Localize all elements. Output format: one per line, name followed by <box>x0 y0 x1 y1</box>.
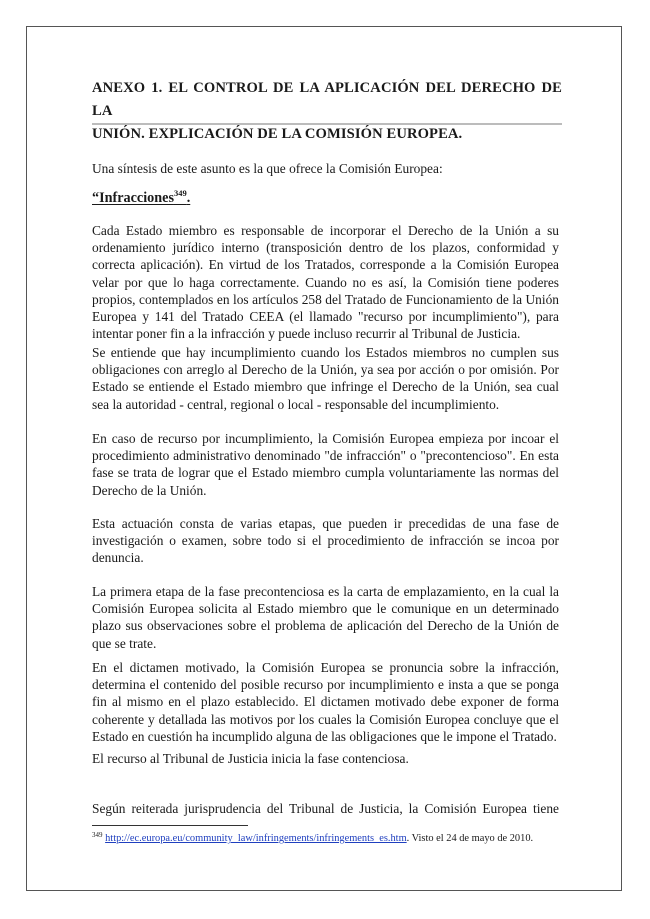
annex-title <box>92 77 562 146</box>
footnote-link[interactable]: http://ec.europa.eu/community_law/infringements/infringements_es.htm <box>105 833 407 844</box>
paragraph-5: La primera etapa de la fase precontenciosa es la carta de emplazamiento, en la cual la Comisión Europea solicita al Estado miembro que le comunique en un determinado plazo sus observaciones sobre el problema de aplicación del Derecho de la Unión de que se trate. <box>92 584 559 651</box>
title-divider <box>92 123 562 125</box>
paragraph-1: Cada Estado miembro es responsable de incorporar el Derecho de la Unión a su ordenamiento jurídico interno (transposición dentro de los plazos, conformidad y correcta aplicación). En virtud de los Tratados, corresponde a la Comisión Europea velar por que lo haga correctamente. Cuando no es así, la Comisión tiene poderes propios, contemplados en los artículos 258 del Tratado de Funcionamiento de la Unión Europea y 141 del Tratado CEEA (el llamado "recurso por incumplimiento"), para intentar poner fin a la infracción y puede incluso recurrir al Tribunal de Justicia. <box>92 223 559 342</box>
annex-title-line-2: UNIÓN. EXPLICACIÓN DE LA COMISIÓN EUROPEA. <box>92 126 463 142</box>
footnote-divider <box>92 825 248 826</box>
section-heading-text: “Infracciones <box>92 190 174 206</box>
annex-title-line-1: ANEXO 1. EL CONTROL DE LA APLICACIÓN DEL DERECHO DE LA <box>92 80 562 119</box>
paragraph-4: Esta actuación consta de varias etapas, que pueden ir precedidas de una fase de investigación o examen, sobre todo si el procedimiento de infracción se incoa por denuncia. <box>92 516 559 566</box>
paragraph-3: En caso de recurso por incumplimiento, la Comisión Europea empieza por incoar el procedimiento administrativo denominado "de infracción" o "precontencioso". En esta fase se trata de lograr que el Estado miembro cumpla voluntariamente las normas del Derecho de la Unión. <box>92 431 559 498</box>
paragraph-6: En el dictamen motivado, la Comisión Europea se pronuncia sobre la infracción, determina el contenido del posible recurso por incumplimiento e insta a que se ponga fin al mismo en el plazo establecido. El dictamen motivado debe exponer de forma coherente y detallada las motivos por los cuales la Comisión Europea concluye que el Estado en cuestión ha incumplido alguna de las obligaciones que le impone el Tratado. <box>92 660 559 744</box>
paragraph-2: Se entiende que hay incumplimiento cuando los Estados miembros no cumplen sus obligaciones con arreglo al Derecho de la Unión, ya sea por acción o por omisión. Por Estado se entiende el Estado miembro que infringe el Derecho de la Unión, sea cual sea la autoridad - central, regional o local - responsable del incumplimiento. <box>92 345 559 412</box>
footnote-ref-349[interactable]: 349 <box>173 188 187 198</box>
intro-text: Una síntesis de este asunto es la que ofrece la Comisión Europea: <box>92 161 443 176</box>
footnote-visited-text: . Visto el 24 de mayo de 2010. <box>406 833 534 844</box>
footnote-349 <box>92 829 572 845</box>
section-heading-infracciones <box>92 188 190 207</box>
paragraph-8: Según reiterada jurisprudencia del Tribunal de Justicia, la Comisión Europea tiene <box>92 801 559 816</box>
section-heading-suffix: . <box>186 190 191 206</box>
paragraph-7: El recurso al Tribunal de Justicia inicia la fase contenciosa. <box>92 751 409 766</box>
footnote-number: 349 <box>92 831 103 839</box>
